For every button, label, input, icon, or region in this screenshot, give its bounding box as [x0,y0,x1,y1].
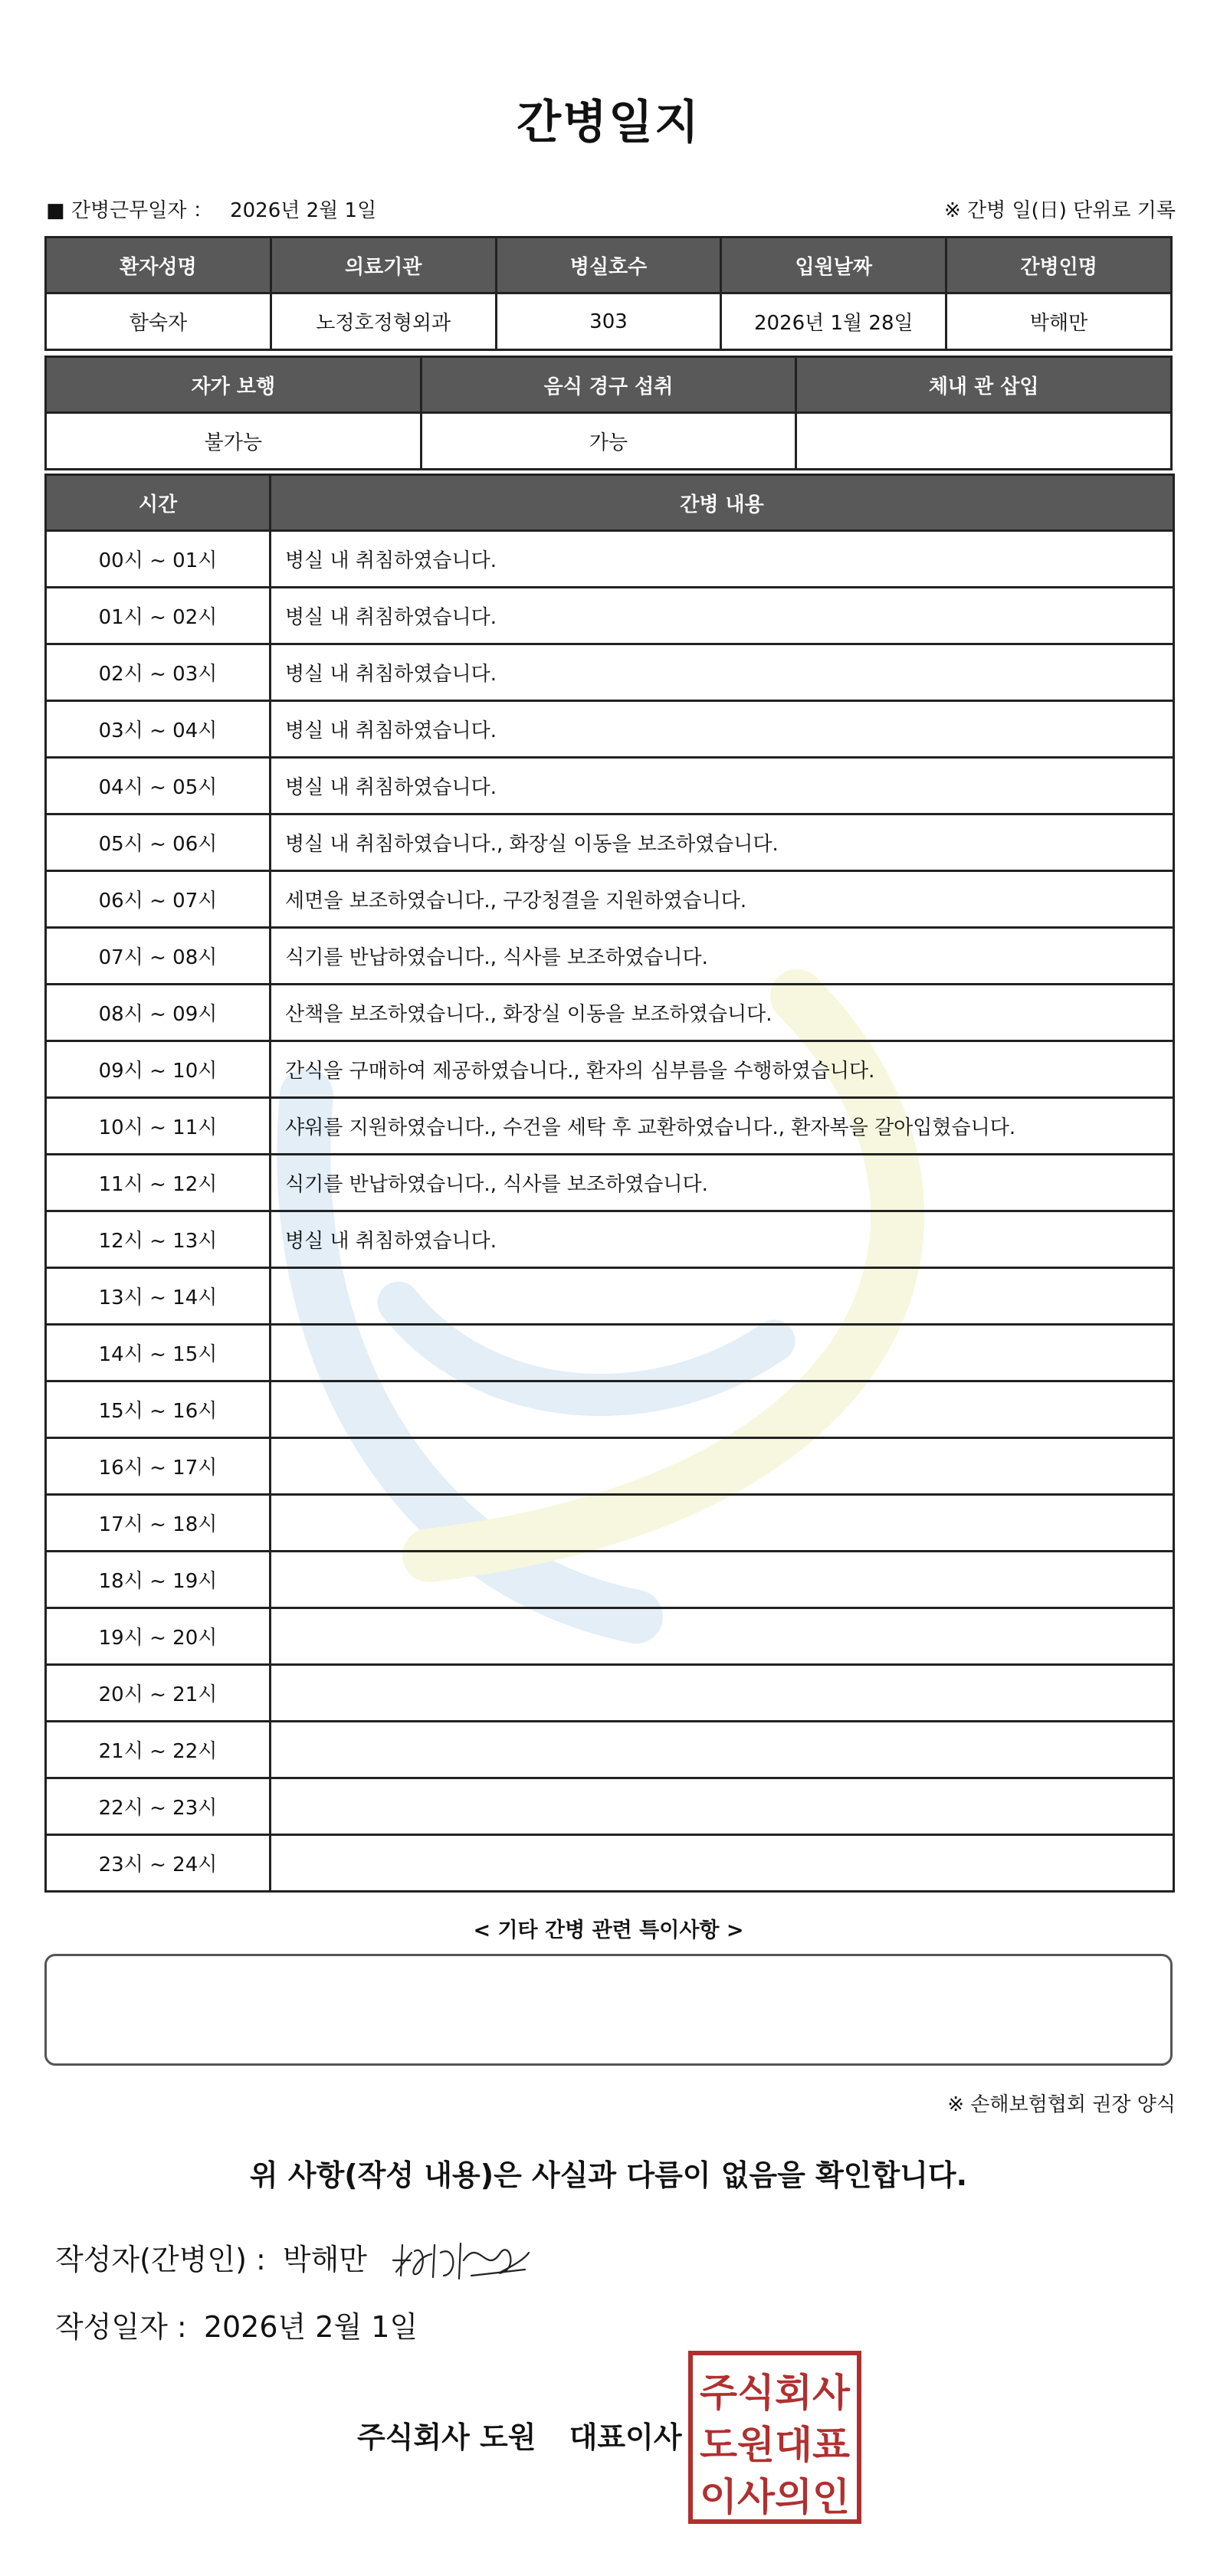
special-notes-box [44,1954,1173,2066]
log-time: 07시 ~ 08시 [46,928,271,985]
log-row [46,871,1174,928]
log-row [46,1778,1174,1835]
confirmation-statement: 위 사항(작성 내용)은 사실과 다름이 없음을 확인합니다. [249,2158,968,2192]
log-row [46,1722,1174,1778]
log-row [46,758,1174,814]
log-row [46,1325,1174,1381]
handwritten-signature [387,2230,533,2283]
header-patient-name: 환자성명 [46,238,271,293]
log-time: 20시 ~ 21시 [46,1665,271,1722]
log-content: 식기를 반납하였습니다., 식사를 보조하였습니다. [271,928,1174,985]
log-content [271,1438,1174,1495]
log-row [46,701,1174,758]
log-row [46,985,1174,1041]
header-room-number: 병실호수 [496,238,721,293]
header-admission-date: 입원날짜 [721,238,946,293]
log-time: 14시 ~ 15시 [46,1325,271,1381]
log-content: 산책을 보조하였습니다., 화장실 이동을 보조하였습니다. [271,985,1174,1041]
tube-insertion-value [796,413,1172,470]
log-content [271,1608,1174,1665]
log-content [271,1722,1174,1778]
log-row [46,1552,1174,1608]
log-row [46,1665,1174,1722]
log-content [271,1552,1174,1608]
log-time: 09시 ~ 10시 [46,1041,271,1098]
log-content: 병실 내 취침하였습니다. [271,1211,1174,1268]
care-date-value: 2026년 2월 1일 [230,199,377,222]
log-time: 23시 ~ 24시 [46,1835,271,1892]
log-content [271,1778,1174,1835]
company-name: 주식회사 도원 [357,2420,536,2454]
writer-label: 작성자(간병인) : [55,2243,266,2276]
admission-date: 2026년 1월 28일 [721,293,946,350]
log-time: 00시 ~ 01시 [46,531,271,588]
document-title: 간병일지 [517,96,700,149]
header-oral-intake: 음식 경구 섭취 [421,357,796,413]
log-time: 18시 ~ 19시 [46,1552,271,1608]
written-date-line [55,2303,418,2345]
log-content [271,1325,1174,1381]
log-content: 세면을 보조하였습니다., 구강청결을 지원하였습니다. [271,871,1174,928]
log-content [271,1381,1174,1438]
log-time: 10시 ~ 11시 [46,1098,271,1155]
log-content [271,1495,1174,1552]
log-time: 11시 ~ 12시 [46,1155,271,1211]
log-row [46,928,1174,985]
log-row [46,1268,1174,1325]
log-time: 22시 ~ 23시 [46,1778,271,1835]
log-time: 05시 ~ 06시 [46,814,271,871]
log-content: 식기를 반납하였습니다., 식사를 보조하였습니다. [271,1155,1174,1211]
seal-line-2: 도원대표 [700,2423,851,2467]
log-content: 병실 내 취침하였습니다. [271,758,1174,814]
care-log-table [44,474,1175,1893]
seal-line-1: 주식회사 [700,2371,851,2415]
log-row [46,1608,1174,1665]
company-line [357,2414,682,2456]
special-notes-title: < 기타 간병 관련 특이사항 > [473,1919,744,1942]
log-content: 병실 내 취침하였습니다. [271,701,1174,758]
self-walking-value: 불가능 [46,413,422,470]
header-caregiver-name: 간병인명 [946,238,1172,293]
header-care-content: 간병 내용 [271,475,1174,531]
log-row [46,814,1174,871]
log-content: 병실 내 취침하였습니다. [271,531,1174,588]
caregiver-name: 박해만 [946,293,1172,350]
log-content [271,1268,1174,1325]
log-content [271,1665,1174,1722]
log-row [46,1041,1174,1098]
representative-title: 대표이사 [569,2420,682,2454]
log-content: 병실 내 취침하였습니다. [271,588,1174,644]
log-row [46,1098,1174,1155]
log-time: 02시 ~ 03시 [46,644,271,701]
log-time: 21시 ~ 22시 [46,1722,271,1778]
patient-status-table [44,356,1173,470]
hospital-name: 노정호정형외과 [271,293,496,350]
log-content [271,1835,1174,1892]
log-row [46,1381,1174,1438]
room-number: 303 [496,293,721,350]
seal-line-3: 이사의인 [700,2475,850,2519]
log-time: 01시 ~ 02시 [46,588,271,644]
log-time: 19시 ~ 20시 [46,1608,271,1665]
log-row [46,1835,1174,1892]
log-row [46,1495,1174,1552]
log-time: 03시 ~ 04시 [46,701,271,758]
log-row [46,531,1174,588]
log-time: 15시 ~ 16시 [46,1381,271,1438]
header-tube-insertion: 체내 관 삽입 [796,357,1172,413]
log-row [46,1438,1174,1495]
written-date-value: 2026년 2월 1일 [203,2310,418,2344]
oral-intake-value: 가능 [421,413,796,470]
writer-line [55,2236,367,2278]
header-time: 시간 [46,475,271,531]
log-time: 17시 ~ 18시 [46,1495,271,1552]
patient-name: 함숙자 [46,293,271,350]
header-hospital: 의료기관 [271,238,496,293]
log-row [46,588,1174,644]
care-date-label: ■ 간병근무일자 ： [46,199,213,222]
log-time: 12시 ~ 13시 [46,1211,271,1268]
patient-info-table [44,236,1173,351]
log-time: 16시 ~ 17시 [46,1438,271,1495]
log-time: 06시 ~ 07시 [46,871,271,928]
care-date-line [46,195,376,223]
log-content: 간식을 구매하여 제공하였습니다., 환자의 심부름을 수행하였습니다. [271,1041,1174,1098]
record-unit-note: ※ 간병 일(日) 단위로 기록 [943,199,1176,222]
log-content: 병실 내 취침하였습니다., 화장실 이동을 보조하였습니다. [271,814,1174,871]
log-content: 샤워를 지원하였습니다., 수건을 세탁 후 교환하였습니다., 환자복을 갈아입혔습니다. [271,1098,1174,1155]
log-time: 13시 ~ 14시 [46,1268,271,1325]
log-row [46,1211,1174,1268]
writer-name: 박해만 [282,2243,367,2276]
header-self-walking: 자가 보행 [46,357,422,413]
source-note: ※ 손해보험협회 권장 양식 [947,2093,1176,2116]
log-content: 병실 내 취침하였습니다. [271,644,1174,701]
company-seal [688,2351,861,2524]
log-row [46,644,1174,701]
written-date-label: 작성일자 : [55,2310,187,2344]
log-row [46,1155,1174,1211]
log-time: 04시 ~ 05시 [46,758,271,814]
log-time: 08시 ~ 09시 [46,985,271,1041]
